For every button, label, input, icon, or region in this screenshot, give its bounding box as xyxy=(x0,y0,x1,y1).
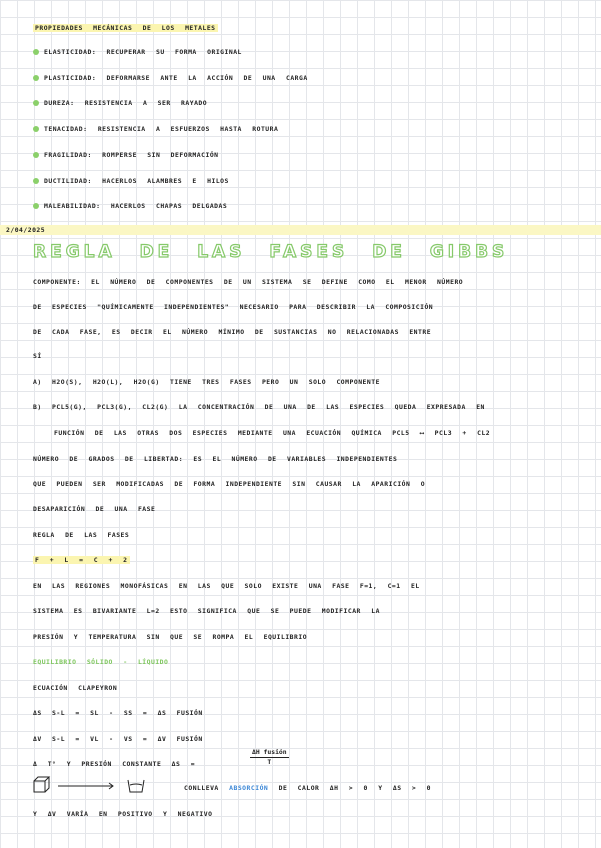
bullet-icon xyxy=(33,49,39,55)
melting-diagram xyxy=(33,776,183,800)
paragraph-line: DESAPARICIÓN DE UNA FASE xyxy=(33,505,156,513)
section-header-text: PROPIEDADES MECÁNICAS DE LOS METALES xyxy=(35,24,216,32)
bullet-icon xyxy=(33,75,39,81)
equation-line: Δ T° Y PRESIÓN CONSTANTE ΔS = xyxy=(33,760,196,768)
list-item: DUCTILIDAD: HACERLOS ALAMBRES E HILOS xyxy=(44,177,229,185)
paragraph-line: SÍ xyxy=(33,352,42,360)
subheading: REGLA DE LAS FASES xyxy=(33,531,130,539)
paragraph-line: Y ΔV VARÍA EN POSITIVO Y NEGATIVO xyxy=(33,810,213,818)
phase-rule-formula-text: F + L = C + 2 xyxy=(35,556,128,564)
list-item: MALEABILIDAD: HACERLOS CHAPAS DELGADAS xyxy=(44,202,228,210)
paragraph-line: DE ESPECIES "QUÍMICAMENTE INDEPENDIENTES" NECESARIO PARA DESCRIBIR LA COMPOSICIÓN xyxy=(33,303,434,311)
paragraph-line: SISTEMA ES BIVARIANTE L=2 ESTO SIGNIFICA QUE SE PUEDE MODIFICAR LA xyxy=(33,607,380,615)
paragraph-line: ECUACIÓN CLAPEYRON xyxy=(33,684,118,692)
fraction-denominator: T xyxy=(267,758,272,766)
absorption-line xyxy=(184,784,595,792)
example-a: A) H2O(S), H2O(L), H2O(G) TIENE TRES FASES PERO UN SOLO COMPONENTE xyxy=(33,378,380,386)
list-item: PLASTICIDAD: DEFORMARSE ANTE LA ACCIÓN DE UNA CARGA xyxy=(44,74,308,82)
bullet-icon xyxy=(33,203,39,209)
paragraph-line: PRESIÓN Y TEMPERATURA SIN QUE SE ROMPA EL EQUILIBRIO xyxy=(33,633,308,641)
paragraph-line: COMPONENTE: EL NÚMERO DE COMPONENTES DE UN SISTEMA SE DEFINE COMO EL MENOR NÚMERO xyxy=(33,278,464,286)
absorption-keyword: ABSORCIÓN xyxy=(229,784,269,792)
equation-line: ΔV S-L = VL - VS = ΔV FUSIÓN xyxy=(33,735,203,743)
absorption-text: CONLLEVA ABSORCIÓN DE CALOR ΔH > 0 Y ΔS > 0 xyxy=(184,784,431,792)
example-b: B) PCL5(G), PCL3(G), CL2(G) LA CONCENTRACIÓN DE UNA DE LAS ESPECIES QUEDA EXPRESADA EN xyxy=(33,403,485,411)
date-band xyxy=(0,225,601,235)
paragraph-line: EN LAS REGIONES MONOFÁSICAS EN LAS QUE SOLO EXISTE UNA FASE F=1, C=1 EL xyxy=(33,582,420,590)
bullet-icon xyxy=(33,100,39,106)
phase-rule-formula xyxy=(33,556,595,564)
list-item: ELASTICIDAD: RECUPERAR SU FORMA ORIGINAL xyxy=(44,48,242,56)
page-title: REGLA DE LAS FASES DE GIBBS xyxy=(33,242,509,262)
paragraph-line: QUE PUEDEN SER MODIFICADAS DE FORMA INDEPENDIENTE SIN CAUSAR LA APARICIÓN O xyxy=(33,480,426,488)
list-item: TENACIDAD: RESISTENCIA A ESFUERZOS HASTA ROTURA xyxy=(44,125,279,133)
entropy-fraction xyxy=(250,748,289,766)
cube-to-liquid-icon xyxy=(33,776,183,796)
example-b-cont: FUNCIÓN DE LAS OTRAS DOS ESPECIES MEDIANTE UNA ECUACIÓN QUÍMICA PCL5 ⟷ PCL3 + CL2 xyxy=(54,429,491,437)
section-header xyxy=(33,24,595,32)
bullet-icon xyxy=(33,178,39,184)
paragraph-line: DE CADA FASE, ES DECIR EL NÚMERO MÍNIMO DE SUSTANCIAS NO RELACIONADAS ENTRE xyxy=(33,328,432,336)
equation-line: ΔS S-L = SL - SS = ΔS FUSIÓN xyxy=(33,709,203,717)
list-item: FRAGILIDAD: ROMPERSE SIN DEFORMACIÓN xyxy=(44,151,219,159)
section-heading-green: EQUILIBRIO SÓLIDO - LÍQUIDO xyxy=(33,658,169,666)
bullet-icon xyxy=(33,126,39,132)
date-label: 2/04/2025 xyxy=(6,226,46,234)
paragraph-line: NÚMERO DE GRADOS DE LIBERTAD: ES EL NÚMERO DE VARIABLES INDEPENDIENTES xyxy=(33,455,398,463)
list-item: DUREZA: RESISTENCIA A SER RAYADO xyxy=(44,99,208,107)
bullet-icon xyxy=(33,152,39,158)
fraction-numerator: ΔH fusión xyxy=(252,748,287,756)
